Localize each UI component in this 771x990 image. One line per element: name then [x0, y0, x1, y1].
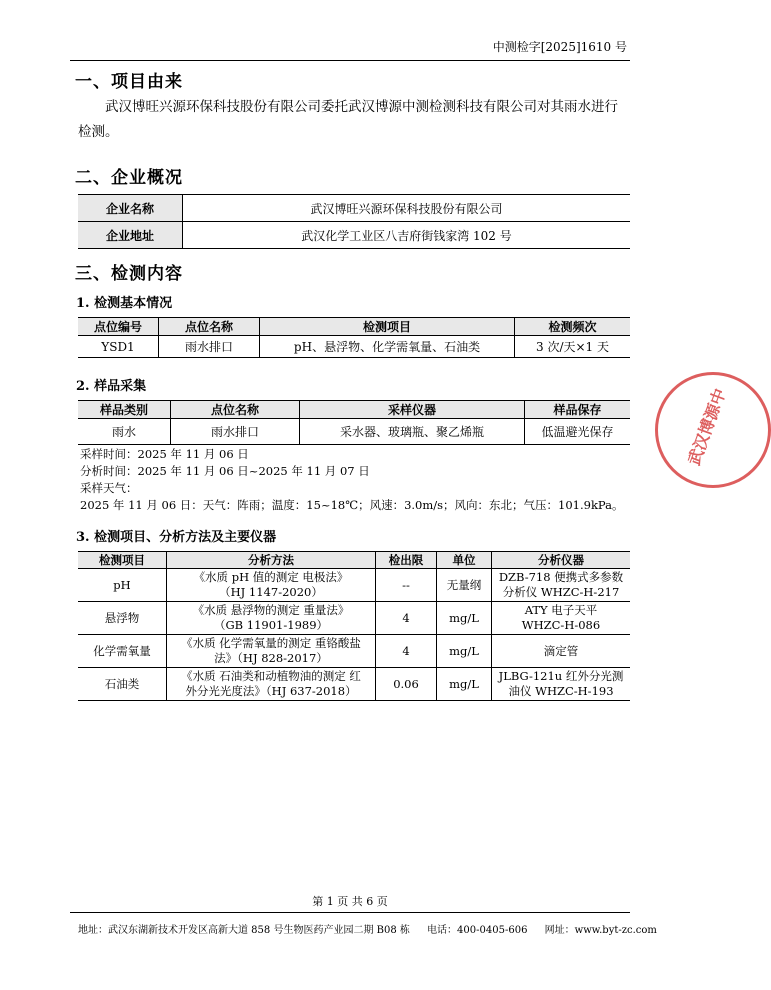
table-cell: YSD1: [78, 336, 159, 358]
sampling-time: 采样时间：2025 年 11 月 06 日: [80, 447, 249, 461]
subsection-2-title: 2. 样品采集: [76, 379, 147, 394]
unit-cell: mg/L: [437, 635, 492, 668]
table-cell: pH、悬浮物、化学需氧量、石油类: [260, 336, 515, 358]
company-address-label: 企业地址: [78, 222, 183, 249]
subsection-1-title: 1. 检测基本情况: [76, 296, 173, 311]
company-info-table: [78, 194, 630, 249]
method-line: （GB 11901-1989）: [213, 618, 329, 632]
table-cell: 雨水: [78, 419, 171, 445]
col-header: 样品保存: [525, 401, 631, 419]
item-cell: 石油类: [78, 668, 167, 701]
method-cell: [167, 569, 376, 602]
col-header: 检测频次: [515, 318, 631, 336]
footer-rule: [70, 912, 630, 913]
company-name-value: 武汉博旺兴源环保科技股份有限公司: [183, 195, 631, 222]
instrument-line: WHZC-H-086: [521, 618, 601, 632]
section-1-title: 一、项目由来: [75, 72, 183, 92]
unit-cell: 无量纲: [437, 569, 492, 602]
method-line: （HJ 1147-2020）: [219, 585, 323, 599]
item-cell: 化学需氧量: [78, 635, 167, 668]
footer-phone: 电话：400-0405-606: [427, 925, 528, 936]
table-header-row: [78, 552, 630, 569]
section-1-paragraph: 武汉博旺兴源环保科技股份有限公司委托武汉博源中测检测科技有限公司对其雨水进行检测。: [78, 99, 618, 140]
method-cell: [167, 602, 376, 635]
table-row: [78, 602, 630, 635]
method-line: 外分光光度法》（HJ 637-2018）: [185, 684, 357, 698]
col-header: 分析方法: [167, 552, 376, 569]
col-header: 检测项目: [260, 318, 515, 336]
instrument-line: 滴定管: [543, 643, 579, 658]
col-header: 单位: [437, 552, 492, 569]
footer-info: [78, 921, 657, 936]
instrument-cell: [492, 602, 631, 635]
weather-label: 采样天气：: [80, 481, 138, 495]
col-header: 检出限: [376, 552, 437, 569]
subsection-3-title: 3. 检测项目、分析方法及主要仪器: [76, 530, 277, 545]
section-3-title: 三、检测内容: [75, 264, 183, 284]
col-header: 检测项目: [78, 552, 167, 569]
basic-info-table: [78, 317, 630, 358]
section-2-title: 二、企业概况: [75, 168, 183, 188]
document-number: 中测检字[2025]1610 号: [492, 40, 627, 54]
col-header: 点位名称: [159, 318, 260, 336]
method-line: 《水质 悬浮物的测定 重量法》: [192, 603, 350, 617]
method-line: 《水质 化学需氧量的测定 重铬酸盐: [181, 636, 361, 650]
weather-detail: 2025 年 11 月 06 日：天气：阵雨；温度：15~18℃；风速：3.0m/s；风向：东北；气压：101.9kPa。: [80, 498, 624, 512]
methods-table: [78, 551, 630, 701]
item-cell: 悬浮物: [78, 602, 167, 635]
table-cell: 雨水排口: [159, 336, 260, 358]
method-cell: [167, 635, 376, 668]
stamp-text: 武汉博源中: [684, 385, 730, 468]
limit-cell: 4: [376, 602, 437, 635]
analysis-time: 分析时间：2025 年 11 月 06 日~2025 年 11 月 07 日: [80, 464, 370, 478]
table-cell: 低温避光保存: [525, 419, 631, 445]
col-header: 点位编号: [78, 318, 159, 336]
instrument-line: DZB-718 便携式多参数: [498, 570, 624, 584]
col-header: 样品类别: [78, 401, 171, 419]
instrument-line: ATY 电子天平: [524, 603, 598, 617]
col-header: 采样仪器: [300, 401, 525, 419]
table-row: [78, 195, 630, 222]
limit-cell: 0.06: [376, 668, 437, 701]
col-header: 点位名称: [171, 401, 300, 419]
method-cell: [167, 668, 376, 701]
table-row: [78, 222, 630, 249]
company-seal-stamp: [655, 372, 771, 488]
header-rule: [70, 60, 630, 61]
col-header: 分析仪器: [492, 552, 631, 569]
company-address-value: 武汉化学工业区八吉府街钱家湾 102 号: [183, 222, 631, 249]
table-row: [78, 336, 630, 358]
sampling-table: [78, 400, 630, 445]
instrument-cell: [492, 635, 631, 668]
instrument-cell: [492, 569, 631, 602]
instrument-line: 油仪 WHZC-H-193: [508, 684, 614, 698]
table-cell: 雨水排口: [171, 419, 300, 445]
table-row: [78, 668, 630, 701]
page-number: 第 1 页 共 6 页: [312, 895, 388, 908]
instrument-cell: [492, 668, 631, 701]
item-cell: pH: [78, 569, 167, 602]
limit-cell: 4: [376, 635, 437, 668]
instrument-line: JLBG-121u 红外分光测: [498, 669, 624, 683]
method-line: 法》（HJ 828-2017）: [214, 651, 328, 665]
table-cell: 3 次/天×1 天: [515, 336, 631, 358]
method-line: 《水质 石油类和动植物油的测定 红: [181, 669, 361, 683]
footer-website: 网址：www.byt-zc.com: [544, 925, 657, 936]
unit-cell: mg/L: [437, 602, 492, 635]
table-cell: 采水器、玻璃瓶、聚乙烯瓶: [300, 419, 525, 445]
limit-cell: --: [376, 569, 437, 602]
table-row: [78, 635, 630, 668]
unit-cell: mg/L: [437, 668, 492, 701]
instrument-line: 分析仪 WHZC-H-217: [502, 585, 620, 599]
table-header-row: [78, 318, 630, 336]
table-row: [78, 569, 630, 602]
footer-address: 地址：武汉东湖新技术开发区高新大道 858 号生物医药产业园二期 B08 栋: [78, 925, 410, 936]
method-line: 《水质 pH 值的测定 电极法》: [193, 570, 349, 584]
table-header-row: [78, 401, 630, 419]
table-row: [78, 419, 630, 445]
company-name-label: 企业名称: [78, 195, 183, 222]
